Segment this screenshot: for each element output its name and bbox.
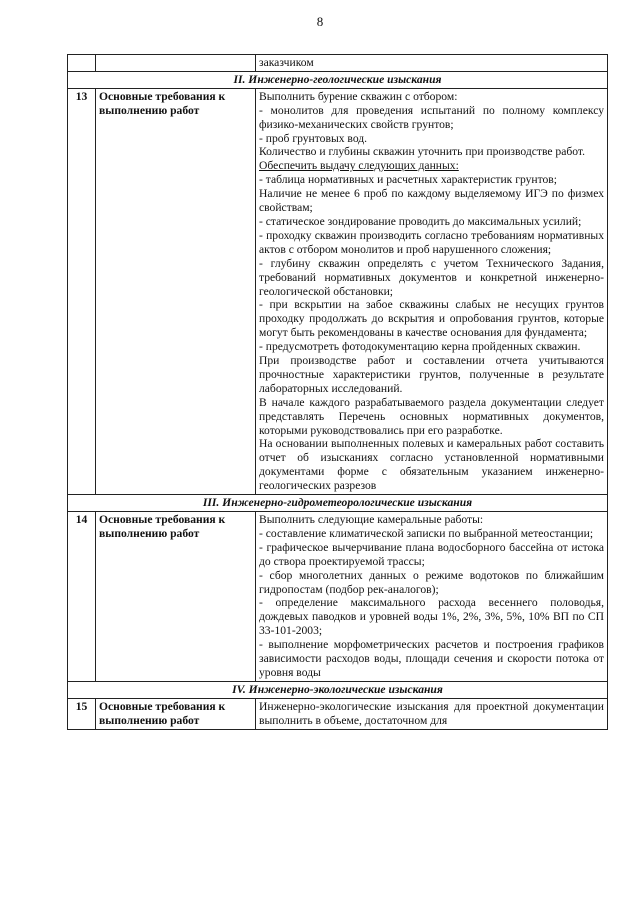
body-paragraph: - таблица нормативных и расчетных характеристик грунтов; [259,173,557,187]
table-row [68,512,608,682]
body-paragraph: - составление климатической записки по выбранной метеостанции; [259,526,594,540]
body-paragraph: Наличие не менее 6 проб по каждому выделяемому ИГЭ по физмех свойствам; [259,187,604,215]
requirements-table [67,54,608,730]
row-name: Основные требования к выполнению работ [96,512,256,682]
body-paragraph: заказчиком [259,56,314,69]
section-header-row [68,681,608,698]
row-name: Основные требования к выполнению работ [96,88,256,494]
body-paragraph: - монолитов для проведения испытаний по полному комплексу физико-механических свойств грунтов; [259,103,604,131]
row-body [256,512,608,682]
body-paragraph: - проходку скважин производить согласно требованиям нормативных актов с отбором монолитов и проб нарушенного сложения; [259,228,604,256]
body-paragraph-underlined: Обеспечить выдачу следующих данных: [259,159,459,173]
row-name: Основные требования к выполнению работ [96,698,256,729]
body-paragraph: Выполнить бурение скважин с отбором: [259,89,458,103]
body-paragraph: - проб грунтовых вод. [259,131,368,145]
body-paragraph: Инженерно-экологические изыскания для проектной документации выполнить в объеме, достаточном для [259,699,604,727]
section-header-row [68,495,608,512]
row-number: 14 [68,512,96,682]
row-name-cell [96,55,256,72]
section-title: III. Инженерно-гидрометеорологические изыскания [68,495,608,512]
body-paragraph: При производстве работ и составлении отчета учитываются прочностные характеристики грунтов, полученные в результате лабораторных исследований. [259,354,604,395]
section-title: IV. Инженерно-экологические изыскания [68,681,608,698]
row-number: 15 [68,698,96,729]
body-paragraph: - при вскрытии на забое скважины слабых не несущих грунтов проходку продолжать до вскрытия и опробования грунтов, которые могут быть рекомендованы в качестве основания для фундамента; [259,298,604,340]
body-paragraph: - статическое зондирование проводить до максимальных усилий; [259,214,582,228]
row-number: 13 [68,88,96,494]
body-paragraph: - глубину скважин определять с учетом Технического Задания, требований нормативных документов и конкретной инженерно-геологической обстановки; [259,256,604,298]
body-paragraph: Выполнить следующие камеральные работы: [259,513,484,526]
section-header-row [68,71,608,88]
body-paragraph: На основании выполненных полевых и камеральных работ составить отчет об изысканиях согласно установленной нормативными документами форме с обязательным указанием инженерно-геологических разрезов [259,437,604,493]
body-paragraph: В начале каждого разрабатываемого раздела документации следует представлять Перечень основных нормативных документов, которыми руководствовались при его разработке. [259,395,604,437]
table-row [68,698,608,729]
row-body [256,698,608,729]
body-paragraph: - графическое вычерчивание плана водосборного бассейна от истока до створа проектируемой трассы; [259,540,604,568]
row-body [256,88,608,494]
body-paragraph: - выполнение морфометрических расчетов и построения графиков зависимости расходов воды, площади сечения и скорости потока от уровня воды [259,638,604,679]
page-number: 8 [316,14,324,29]
section-title: II. Инженерно-геологические изыскания [68,71,608,88]
table-row [68,88,608,494]
table-row [68,55,608,72]
body-paragraph: - предусмотреть фотодокументацию керна пройденных скважин. [259,340,581,354]
body-paragraph: Количество и глубины скважин уточнить при производстве работ. [259,145,585,159]
row-number-cell [68,55,96,72]
body-paragraph: - определение максимального расхода весеннего половодья, дождевых паводков и уровней воды 1%, 2%, 3%, 5%, 10% ВП по СП 33-101-2003; [259,596,604,638]
body-paragraph: - сбор многолетних данных о режиме водотоков по ближайшим гидропостам (подбор рек-аналогов); [259,568,604,596]
row-body-cell [256,55,608,72]
